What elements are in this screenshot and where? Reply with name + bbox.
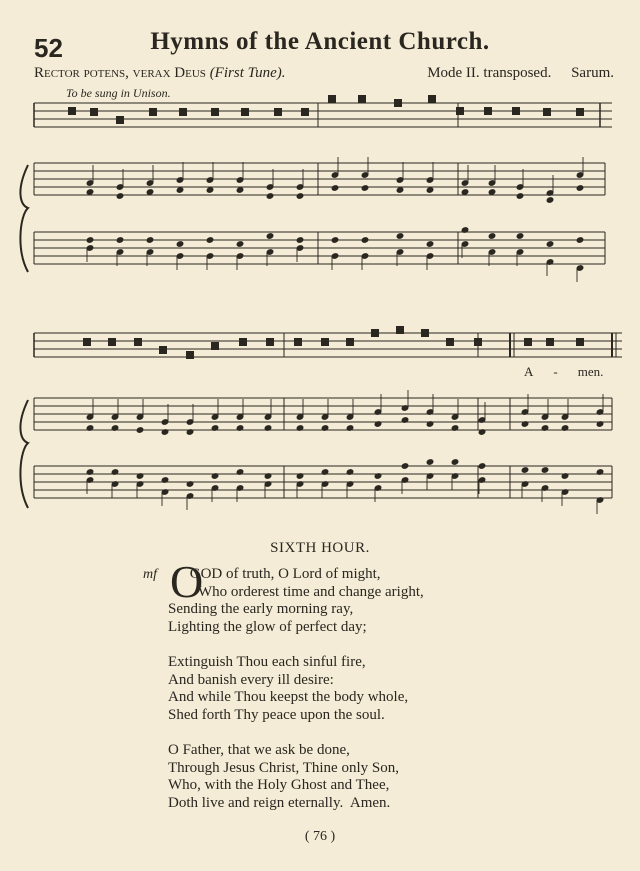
note-head — [426, 420, 435, 428]
note-head — [146, 236, 155, 244]
note-head — [576, 236, 585, 244]
square-neume — [90, 108, 98, 116]
note-head — [401, 462, 410, 470]
note-head — [266, 192, 275, 200]
square-neume — [68, 107, 76, 115]
square-neume — [524, 338, 532, 346]
note-head — [186, 428, 195, 436]
square-neume — [474, 338, 482, 346]
tune-source: Sarum. — [571, 65, 614, 81]
note-head — [541, 466, 550, 474]
performance-instruction: To be sung in Unison. — [66, 86, 171, 100]
note-head — [451, 458, 460, 466]
note-head — [546, 196, 555, 204]
note-head — [136, 472, 145, 480]
note-head — [206, 236, 215, 244]
verse-line: Doth live and reign eternally. Amen. — [168, 794, 391, 811]
note-head — [478, 462, 487, 470]
square-neume — [116, 116, 124, 124]
verse-3 — [168, 742, 424, 812]
note-head — [346, 468, 355, 476]
verse-line: O Father, that we ask be done, — [168, 741, 350, 758]
square-neume — [421, 329, 429, 337]
verse-line: GOD of truth, O Lord of might, — [186, 566, 381, 582]
note-head — [461, 226, 470, 234]
note-head — [211, 424, 220, 432]
note-head — [111, 468, 120, 476]
amen-syllable-dash: - — [553, 364, 558, 379]
tune-mode: Mode II. transposed. — [427, 65, 552, 81]
note-head — [266, 232, 275, 240]
footer-page-number: ( 76 ) — [304, 829, 336, 844]
square-neume — [239, 338, 247, 346]
square-neume — [159, 346, 167, 354]
dynamic-marking: mf — [143, 567, 157, 582]
amen-lyric — [524, 364, 623, 380]
verse-line: Sending the early morning ray, — [168, 601, 354, 618]
square-neume — [328, 95, 336, 103]
note-head — [236, 240, 245, 248]
verse-line: Lighting the glow of perfect day; — [168, 618, 367, 635]
square-neume — [186, 351, 194, 359]
note-head — [546, 240, 555, 248]
note-head — [426, 458, 435, 466]
square-neume — [301, 108, 309, 116]
note-head — [236, 468, 245, 476]
note-head — [321, 468, 330, 476]
note-head — [264, 424, 273, 432]
note-head — [374, 420, 383, 428]
square-neume — [294, 338, 302, 346]
square-neume — [211, 108, 219, 116]
note-head — [576, 184, 585, 192]
square-neume — [346, 338, 354, 346]
square-neume — [396, 326, 404, 334]
note-head — [451, 424, 460, 432]
note-head — [361, 184, 370, 192]
page-number: 52 — [34, 33, 63, 63]
note-head — [86, 424, 95, 432]
note-head — [516, 232, 525, 240]
square-neume — [394, 99, 402, 107]
note-head — [161, 428, 170, 436]
note-head — [331, 184, 340, 192]
hymn-latin-name: Rector potens, verax Deus — [34, 65, 206, 81]
note-head — [321, 424, 330, 432]
amen-syllable-a: A — [524, 364, 534, 379]
verse-line: Who, with the Holy Ghost and Thee, — [168, 777, 390, 794]
square-neume — [456, 107, 464, 115]
note-head — [361, 236, 370, 244]
drop-cap: O — [170, 556, 204, 607]
note-head — [516, 192, 525, 200]
note-head — [426, 240, 435, 248]
verse-line: Who orderest time and change aright, — [198, 583, 424, 600]
note-head — [136, 426, 145, 434]
note-head — [401, 416, 410, 424]
square-neume — [134, 338, 142, 346]
note-head — [596, 468, 605, 476]
square-neume — [371, 329, 379, 337]
note-head — [116, 192, 125, 200]
verse-line: And banish every ill desire: — [168, 671, 334, 688]
square-neume — [358, 95, 366, 103]
square-neume — [543, 108, 551, 116]
note-head — [331, 236, 340, 244]
brace — [20, 400, 28, 508]
note-head — [488, 232, 497, 240]
hymn-verses — [168, 566, 424, 830]
note-head — [264, 472, 273, 480]
square-neume — [274, 108, 282, 116]
square-neume — [179, 108, 187, 116]
square-neume — [83, 338, 91, 346]
note-head — [186, 480, 195, 488]
note-head — [176, 240, 185, 248]
verse-1 — [168, 566, 424, 636]
square-neume — [149, 108, 157, 116]
note-head — [116, 236, 125, 244]
note-head — [296, 192, 305, 200]
square-neume — [108, 338, 116, 346]
brace — [20, 165, 28, 272]
square-neume — [576, 338, 584, 346]
square-neume — [428, 95, 436, 103]
amen-syllable-men: men. — [577, 364, 604, 379]
verse-line: Extinguish Thou each sinful fire, — [168, 653, 366, 670]
note-head — [561, 472, 570, 480]
note-head — [296, 472, 305, 480]
note-head — [86, 236, 95, 244]
square-neume — [321, 338, 329, 346]
verse-2 — [168, 654, 424, 724]
book-title: Hymns of the Ancient Church. — [150, 28, 490, 55]
note-head — [521, 420, 530, 428]
note-head — [211, 472, 220, 480]
note-head — [521, 466, 530, 474]
square-neume — [446, 338, 454, 346]
note-head — [396, 232, 405, 240]
verse-line: And while Thou keepst the body whole, — [168, 689, 409, 706]
note-head — [478, 428, 487, 436]
square-neume — [241, 108, 249, 116]
note-head — [111, 424, 120, 432]
note-head — [236, 424, 245, 432]
note-head — [561, 424, 570, 432]
note-head — [296, 236, 305, 244]
verse-line: Shed forth Thy peace upon the soul. — [168, 706, 385, 723]
square-neume — [546, 338, 554, 346]
square-neume — [576, 108, 584, 116]
note-head — [541, 424, 550, 432]
verse-line: Through Jesus Christ, Thine only Son, — [168, 759, 399, 776]
note-head — [296, 424, 305, 432]
tune-note: (First Tune). — [209, 65, 286, 81]
hymn-title: SIXTH HOUR. — [270, 540, 370, 556]
square-neume — [484, 107, 492, 115]
square-neume — [512, 107, 520, 115]
note-head — [161, 476, 170, 484]
square-neume — [266, 338, 274, 346]
note-head — [86, 468, 95, 476]
square-neume — [211, 342, 219, 350]
note-head — [374, 472, 383, 480]
note-head — [346, 424, 355, 432]
note-head — [596, 420, 605, 428]
